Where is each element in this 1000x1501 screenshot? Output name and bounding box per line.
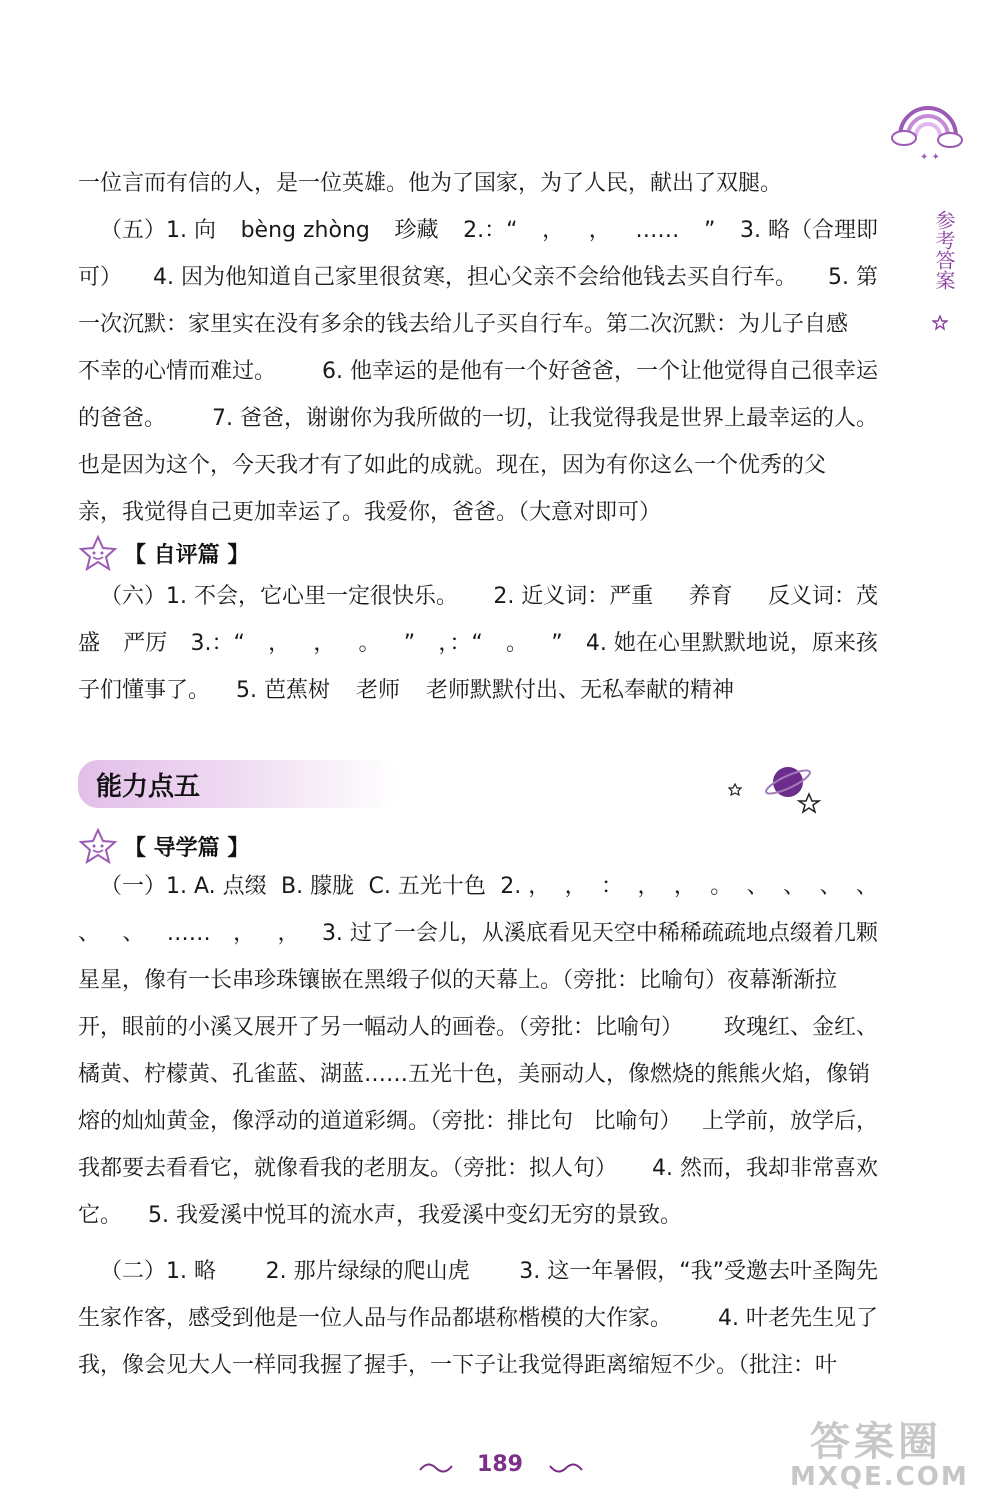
text-segment: 我都要去看看它，就像看我的老朋友。（旁批：拟人句） <box>78 1156 618 1181</box>
text-segment: （五）1. 向 <box>100 218 216 243</box>
text-segment: 可） <box>78 265 123 290</box>
text-segment: 比喻句） <box>593 1109 682 1134</box>
text-segment: 2.：“ <box>463 218 518 243</box>
text-line <box>78 1248 878 1295</box>
text-segment: ， <box>277 921 300 946</box>
answer-block-2 <box>78 573 878 714</box>
text-segment: 老师 <box>356 678 401 703</box>
text-segment: 一位言而有信的人，是一位英雄。他为了国家，为了人民，献出了双腿。 <box>78 171 783 196</box>
text-line <box>78 489 878 536</box>
text-segment: ” <box>551 631 563 656</box>
text-line <box>78 1342 878 1389</box>
text-segment: 亲，我觉得自己更加幸运了。我爱你，爸爸。（大意对即可） <box>78 500 662 525</box>
text-segment: ， <box>637 874 660 899</box>
section-title: 【 自评篇 】 <box>124 542 250 568</box>
text-segment: 开，眼前的小溪又展开了另一幅动人的画卷。（旁批：比喻句） <box>78 1015 684 1040</box>
text-line <box>78 301 878 348</box>
text-segment: 4. 然而，我却非常喜欢 <box>652 1156 878 1181</box>
text-segment: 。 <box>506 631 529 656</box>
text-line <box>78 395 878 442</box>
text-segment: 熔的灿灿黄金，像浮动的道道彩绸。（旁批：排比句 <box>78 1109 574 1134</box>
rainbow-cloud-icon <box>890 88 965 163</box>
text-segment: 4. 她在心里默默地说，原来孩 <box>585 631 878 656</box>
text-segment: 5. 芭蕉树 <box>236 678 330 703</box>
text-line <box>78 573 878 620</box>
text-segment: ， <box>233 921 256 946</box>
text-segment: 盛 <box>78 631 101 656</box>
text-segment: 、 <box>855 874 878 899</box>
watermark-url: MXQE.COM <box>790 1462 969 1492</box>
text-segment: 。 <box>710 874 733 899</box>
text-segment: 上学前，放学后， <box>701 1109 878 1134</box>
text-segment: 、 <box>746 874 769 899</box>
text-segment: 4. 叶老先生见了 <box>718 1306 878 1331</box>
text-segment: ， <box>268 631 291 656</box>
text-line <box>78 1051 878 1098</box>
text-segment: 2. ， <box>500 874 551 899</box>
text-segment: ， <box>542 218 565 243</box>
text-segment: 3. 略（合理即 <box>739 218 878 243</box>
text-segment: bèng zhòng <box>240 218 370 243</box>
text-segment: 我，像会见大人一样同我握了握手，一下子让我觉得距离缩短不少。（批注：叶 <box>78 1353 838 1378</box>
text-line <box>78 348 878 395</box>
text-line <box>78 160 878 207</box>
ability-point-banner <box>78 760 398 808</box>
text-segment: 5. 我爱溪中悦耳的流水声，我爱溪中变幻无穷的景致。 <box>148 1203 683 1228</box>
text-segment: ， <box>588 218 611 243</box>
text-segment: 。 <box>358 631 381 656</box>
text-segment: 严厉 <box>123 631 168 656</box>
text-line <box>78 442 878 489</box>
text-segment: 4. 因为他知道自己家里很贫寒，担心父亲不会给他钱去买自行车。 <box>153 265 798 290</box>
text-line <box>78 207 878 254</box>
side-tab-answers: 参考答案 <box>932 210 956 290</box>
text-segment: 3.：“ <box>190 631 245 656</box>
text-segment: 橘黄、柠檬黄、孔雀蓝、湖蓝……五光十色，美丽动人，像燃烧的熊熊火焰，像销 <box>78 1062 871 1087</box>
text-line <box>78 957 878 1004</box>
text-segment: 、 <box>122 921 145 946</box>
text-segment: 、 <box>78 921 101 946</box>
text-line <box>78 620 878 667</box>
text-line <box>78 254 878 301</box>
text-segment: 它。 <box>78 1203 123 1228</box>
text-segment: 反义词：茂 <box>767 584 878 609</box>
answer-block-4 <box>78 1248 878 1389</box>
text-segment: 不幸的心情而难过。 <box>78 359 277 384</box>
page-number: 189 <box>477 1452 523 1477</box>
ability-title: 能力点五 <box>96 772 201 802</box>
smiling-star-icon <box>78 535 118 571</box>
text-segment: 、 <box>819 874 842 899</box>
text-segment: 子们懂事了。 <box>78 678 211 703</box>
text-line <box>78 667 878 714</box>
smiling-star-icon <box>78 828 118 864</box>
answer-block-3 <box>78 863 878 1239</box>
text-segment: 的爸爸。 <box>78 406 167 431</box>
text-segment: 、 <box>783 874 806 899</box>
text-segment: 也是因为这个，今天我才有了如此的成就。现在，因为有你这么一个优秀的父 <box>78 453 827 478</box>
text-segment: 2. 那片绿绿的爬山虎 <box>265 1259 470 1284</box>
text-segment: 星星，像有一长串珍珠镶嵌在黑缎子似的天幕上。（旁批：比喻句）夜幕渐渐拉 <box>78 968 838 993</box>
answer-block-1 <box>78 160 878 536</box>
text-segment: ” <box>703 218 716 243</box>
text-segment: 6. 他幸运的是他有一个好爸爸，一个让他觉得自己很幸运 <box>322 359 878 384</box>
text-segment: 生家作客，感受到他是一位人品与作品都堪称楷模的大作家。 <box>78 1306 673 1331</box>
text-segment: ， <box>673 874 696 899</box>
text-segment: …… <box>166 921 211 946</box>
text-segment: 7. 爸爸，谢谢你为我所做的一切，让我觉得我是世界上最幸运的人。 <box>212 406 878 431</box>
text-segment: （一）1. A. 点缀 <box>100 874 267 899</box>
text-segment: 3. 这一年暑假，“我”受邀去叶圣陶先 <box>519 1259 878 1284</box>
watermark-text: 答案圈 <box>810 1419 942 1465</box>
text-segment: ， <box>313 631 336 656</box>
leaf-ornament-right-icon <box>548 1458 584 1476</box>
text-line <box>78 1192 878 1239</box>
planet-star-icon <box>725 760 825 820</box>
text-segment: ，：“ <box>438 631 483 656</box>
section-title: 【 导学篇 】 <box>124 835 250 861</box>
text-segment: ： <box>601 874 624 899</box>
text-line <box>78 863 878 910</box>
svg-text:✦ ✦: ✦ ✦ <box>920 152 940 163</box>
text-line <box>78 1098 878 1145</box>
text-line <box>78 1295 878 1342</box>
text-segment: B. 朦胧 <box>281 874 355 899</box>
text-segment: 3. 过了一会儿，从溪底看见天空中稀稀疏疏地点缀着几颗 <box>321 921 878 946</box>
text-line <box>78 910 878 957</box>
text-segment: 2. 近义词：严重 <box>493 584 654 609</box>
section-guided-study <box>78 826 249 866</box>
text-segment: （二）1. 略 <box>100 1259 216 1284</box>
text-segment: 珍藏 <box>394 218 439 243</box>
text-line <box>78 1145 878 1192</box>
section-self-evaluation <box>78 533 249 573</box>
text-segment: 养育 <box>688 584 733 609</box>
text-segment: 一次沉默：家里实在没有多余的钱去给儿子买自行车。第二次沉默：为儿子自感 <box>78 312 849 337</box>
text-segment: （六）1. 不会，它心里一定很快乐。 <box>100 584 458 609</box>
text-segment: …… <box>635 218 680 243</box>
text-line <box>78 1004 878 1051</box>
text-segment: ” <box>403 631 416 656</box>
small-star-icon <box>932 315 948 331</box>
text-segment: ， <box>564 874 587 899</box>
text-segment: 玫瑰红、金红、 <box>723 1015 878 1040</box>
text-segment: 5. 第 <box>828 265 878 290</box>
watermark-logo <box>790 1410 995 1500</box>
text-segment: 老师默默付出、无私奉献的精神 <box>426 678 735 703</box>
text-segment: C. 五光十色 <box>368 874 486 899</box>
